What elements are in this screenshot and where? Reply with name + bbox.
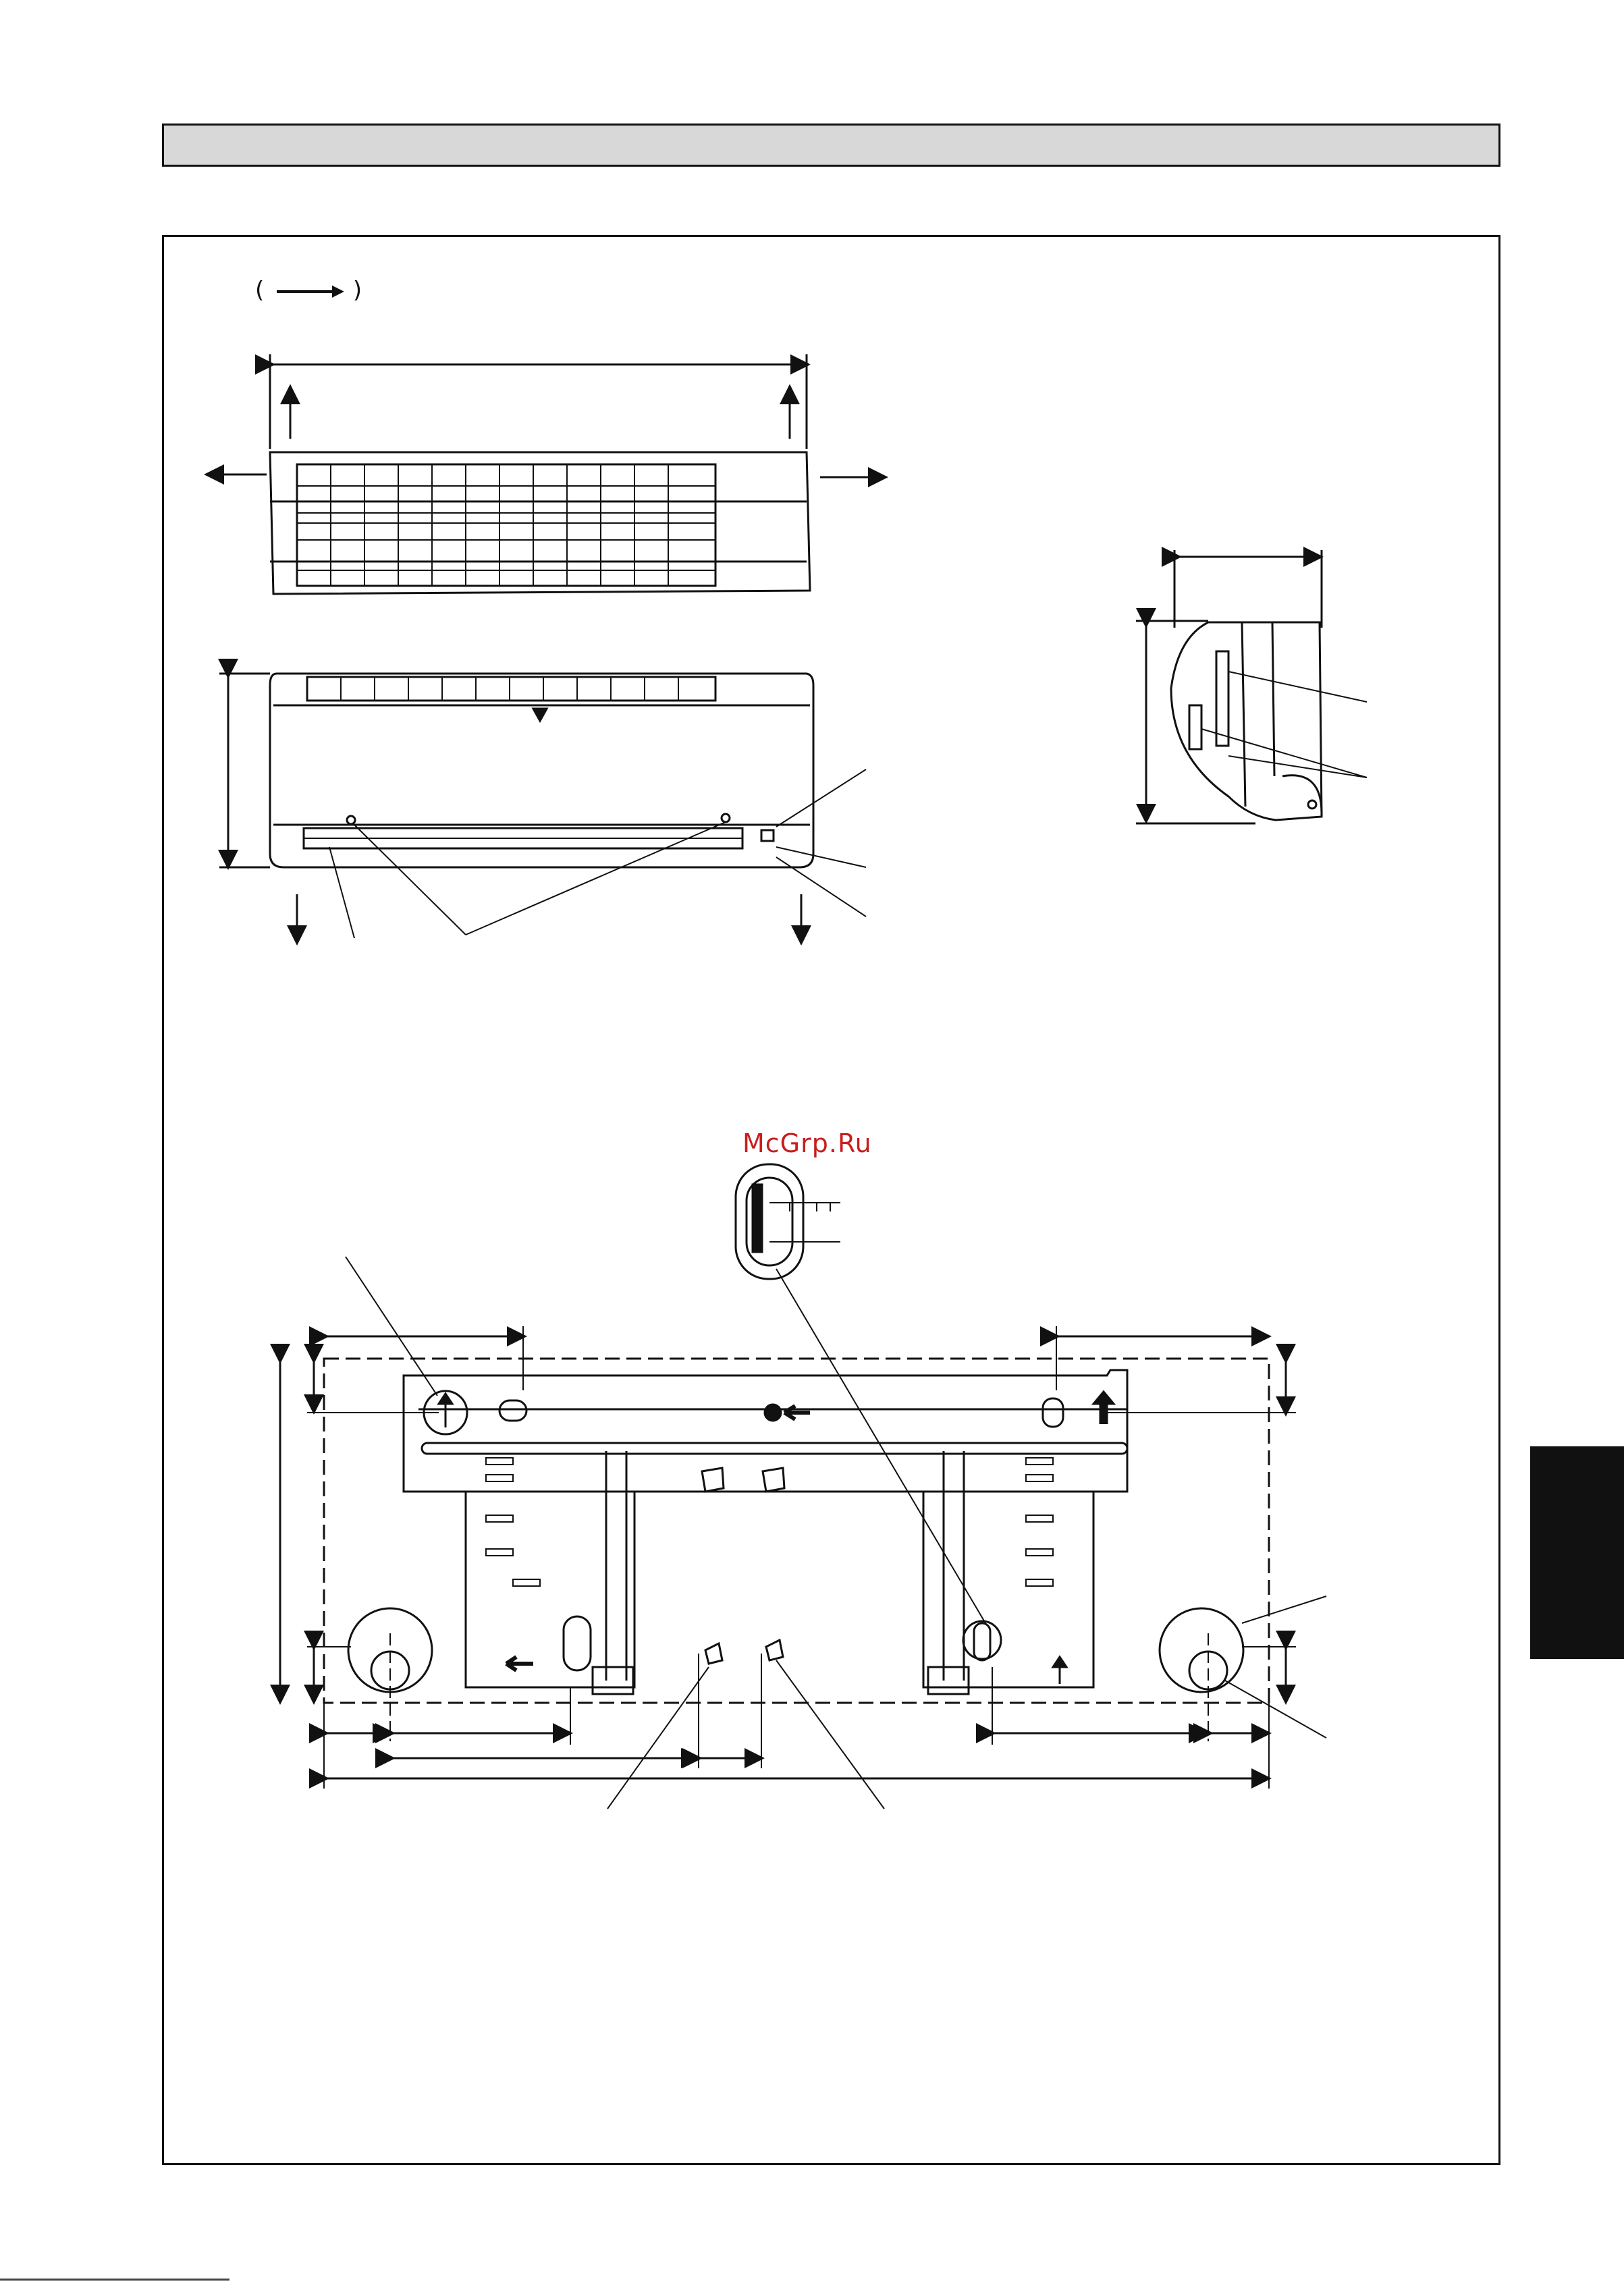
leader-hook-right <box>776 1660 884 1809</box>
plate-slot-left <box>564 1616 591 1670</box>
leader-wall-hole-center <box>1225 1681 1326 1738</box>
leader-line-air-outlet <box>329 847 354 938</box>
watermark-text: McGrp.Ru <box>742 1128 872 1158</box>
leader-line-sensor <box>776 857 866 917</box>
unit-side-view <box>1136 550 1367 823</box>
mounting-plate-left-leg <box>466 1492 634 1687</box>
callout-leader-line <box>776 1269 985 1623</box>
plate-slot-right <box>963 1621 1001 1659</box>
unit-front-view <box>219 674 866 942</box>
side-profile-outline <box>1171 622 1322 820</box>
wall-hole-right-outer <box>1160 1608 1243 1692</box>
leader-wall-hole <box>1242 1596 1326 1623</box>
leader-line-screw-right <box>466 822 726 935</box>
leader-line-receiver <box>776 769 866 827</box>
legend-close-paren: ) <box>352 277 362 304</box>
leader-line-screw-left <box>354 825 466 935</box>
mounting-detail-callout <box>736 1164 985 1623</box>
leader-piping-hole <box>346 1257 437 1396</box>
legend-open-paren: ( <box>255 277 265 304</box>
leader-line-switch <box>776 847 866 867</box>
mounting-plate-drawing <box>280 1257 1326 1809</box>
mounting-plate-top-bar <box>404 1370 1127 1492</box>
mounting-plate-right-leg <box>923 1492 1093 1687</box>
footer-rule <box>0 2279 229 2281</box>
unit-top-view <box>208 354 884 594</box>
